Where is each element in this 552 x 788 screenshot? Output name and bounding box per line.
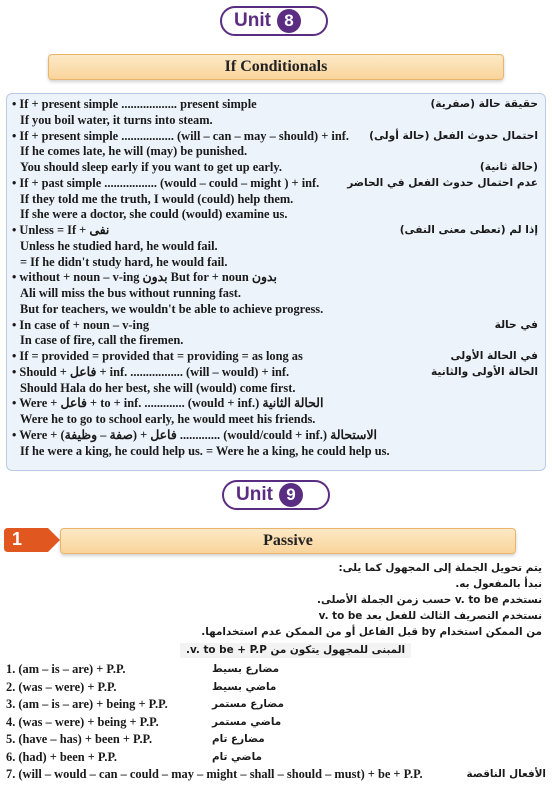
unit-9-number: 9 — [279, 483, 303, 507]
conditional-line-en: Should Hala do her best, she will (would) come first. — [20, 380, 296, 395]
passive-formula: 7. (will – would – can – could – may – might – shall – should – must) + be + P.P. — [6, 767, 423, 781]
conditional-line-ar: في حالة — [494, 318, 538, 331]
conditional-line-en: If you boil water, it turns into steam. — [20, 112, 213, 127]
conditional-line-en: Unless he studied hard, he would fail. — [20, 238, 218, 253]
conditional-line-en: • If + present simple .................. present simple — [12, 97, 257, 111]
conditional-line-en: Ali will miss the bus without running fast. — [20, 286, 242, 300]
conditional-line-en: • In case of + noun – v-ing — [12, 317, 150, 332]
passive-tense-ar: مضارع مستمر — [212, 698, 284, 710]
conditional-line-en: = If he didn't study hard, he would fail. — [20, 254, 228, 269]
passive-rule-ar: نستخدم v. to be حسب زمن الجملة الأصلى. — [317, 594, 542, 606]
conditional-line-en: You should sleep early if you want to get up early. — [20, 160, 282, 174]
conditional-line-en: • If + present simple ................. (will – can – may – should) + inf. — [12, 128, 349, 143]
passive-rule-ar: نبدأ بالمفعول به. — [455, 578, 542, 590]
passive-title: Passive — [263, 532, 313, 549]
passive-tense-ar: مضارع تام — [212, 733, 265, 745]
conditional-line-en: • without + noun – v-ing بدون But for + noun بدون — [12, 270, 277, 285]
conditional-line-en: • Were + فاعل + (صفة – وظيفة) ............. (would/could + inf.) الاستحالة — [12, 427, 377, 442]
passive-formula: 6. (had) + been + P.P. — [6, 749, 117, 764]
conditional-line-ar: الحالة الأولى والثانية — [430, 365, 538, 378]
if-conditionals-title: If Conditionals — [224, 58, 328, 75]
passive-formula: 3. (am – is – are) + being + P.P. — [6, 697, 168, 711]
passive-tense-ar: الأفعال الناقصة — [466, 768, 546, 780]
conditional-line-en: If she were a doctor, she could (would) examine us. — [20, 207, 288, 222]
passive-formula: 4. (was – were) + being + P.P. — [6, 714, 159, 729]
passive-tense-ar: ماضي مستمر — [212, 715, 282, 728]
conditional-line-en: • If + past simple ................. (would – could – might ) + inf. — [12, 175, 320, 190]
passive-rule-ar: نستخدم التصريف الثالث للفعل بعد v. to be — [318, 610, 542, 622]
passive-tense-ar: مضارع بسيط — [212, 663, 280, 675]
conditional-line-en: If he comes late, he will (may) be punished. — [20, 144, 248, 159]
passive-formula: 1. (am – is – are) + P.P. — [6, 662, 126, 676]
passive-formula: 2. (was – were) + P.P. — [6, 679, 117, 694]
conditional-line-ar: عدم احتمال حدوث الفعل في الحاضر — [347, 176, 538, 189]
passive-rule-ar: يتم تحويل الجملة إلى المجهول كما يلى: — [338, 562, 542, 574]
conditional-line-ar: في الحالة الأولى — [450, 350, 538, 362]
passive-number-tab — [2, 526, 62, 554]
passive-tense-ar: ماضي تام — [212, 750, 262, 763]
conditional-line-en: In case of fire, call the firemen. — [20, 333, 184, 348]
passive-number: 1 — [12, 529, 23, 549]
unit-9-badge — [222, 480, 330, 510]
passive-formula: 5. (have – has) + been + P.P. — [6, 732, 153, 746]
conditional-line-en: If they told me the truth, I would (could) help them. — [20, 191, 294, 206]
passive-tense-ar: ماضي بسيط — [212, 680, 277, 693]
conditional-line-en: • Should + فاعل + inf. ................. (will – would) + inf. — [12, 364, 290, 379]
unit-9-word: Unit — [236, 484, 273, 505]
conditional-line-ar: إذا لم (تعطى معنى النفى) — [399, 224, 538, 236]
passive-heading: المبنى للمجهول يتكون من v. to be + P.P. — [180, 643, 411, 658]
conditional-line-en: • Were + فاعل + to + inf. ............. (would + inf.) الحالة الثانية — [12, 396, 324, 411]
passive-rule-ar: من الممكن استخدام by قبل الفاعل أو من الممكن عدم استخدامها. — [201, 626, 542, 638]
conditional-line-ar: (حالة ثانية) — [479, 161, 538, 173]
unit-8-word: Unit — [234, 10, 271, 31]
conditional-line-en: • If = provided = provided that = providing = as long as — [12, 349, 303, 363]
conditional-line-en: If he were a king, he could help us. = Were he a king, he could help us. — [20, 443, 390, 458]
unit-8-number: 8 — [277, 9, 301, 33]
passive-title-bar — [60, 528, 516, 554]
unit-8-badge — [220, 6, 328, 36]
conditional-line-en: • Unless = If + نفى — [12, 223, 110, 237]
if-conditionals-title-bar — [48, 54, 504, 80]
conditional-line-ar: احتمال حدوث الفعل (حالة أولى) — [369, 129, 538, 142]
conditional-line-en: Were he to go to school early, he would meet his friends. — [20, 412, 316, 426]
conditional-line-en: But for teachers, we wouldn't be able to achieve progress. — [20, 301, 324, 316]
passive-tab-shape — [2, 526, 62, 554]
conditional-line-ar: حقيقة حالة (صفرية) — [430, 98, 538, 110]
